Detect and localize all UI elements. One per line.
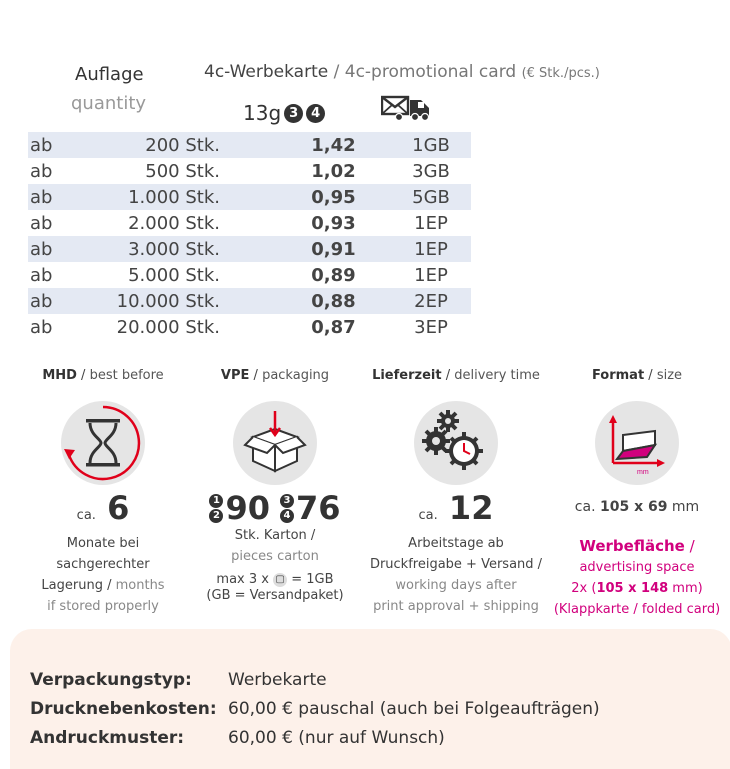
table-row: ab 2.000 Stk. 0,93 1EP <box>30 212 448 234</box>
vpe-title: VPE / packaging <box>220 368 330 383</box>
unit-label: (€ Stk./pcs.) <box>521 66 600 81</box>
table-row: ab 3.000 Stk. 0,91 1EP <box>28 236 471 262</box>
weight-label: 13g 3 4 <box>243 101 325 125</box>
format-title: Format / size <box>591 368 683 383</box>
table-row: ab 5.000 Stk. 0,89 1EP <box>30 264 448 286</box>
lieferzeit-title: Lieferzeit / delivery time <box>372 368 540 383</box>
weight-mark-3: 3 <box>284 104 303 123</box>
vpe-values: 1 2 90 3 4 76 <box>195 491 355 525</box>
mhd-section <box>28 368 178 617</box>
hourglass-icon <box>61 401 145 485</box>
list-item: Drucknebenkosten: 60,00 € pauschal (auch bei Folgeaufträgen) <box>30 699 600 719</box>
header-product: 4c-Werbekarte / 4c-promotional card (€ Stk./pcs.) <box>204 62 600 82</box>
format-adv: Werbefläche / advertising space 2x (105 x 148 mm) (Klappkarte / folded card) <box>553 537 721 617</box>
list-item: Andruckmuster: 60,00 € (nur auf Wunsch) <box>30 728 445 748</box>
weight-mark-4: 4 <box>306 104 325 123</box>
carton-box-icon <box>233 401 317 485</box>
format-section <box>553 368 721 620</box>
mhd-value: ca. 6 <box>76 489 130 527</box>
price-table <box>28 132 471 340</box>
table-row: ab 20.000 Stk. 0,87 3EP <box>30 316 448 338</box>
header-quantity-en: quantity <box>71 93 147 114</box>
header-quantity-de: Auflage <box>75 64 144 85</box>
mhd-title: MHD / best before <box>42 368 164 383</box>
format-value: ca. 105 x 69 mm <box>574 499 700 515</box>
table-row: ab 10.000 Stk. 0,88 2EP <box>28 288 471 314</box>
gears-clock-icon <box>414 401 498 485</box>
table-row: ab 500 Stk. 1,02 3GB <box>30 160 450 182</box>
table-row: ab 1.000 Stk. 0,95 5GB <box>28 184 471 210</box>
product-en: 4c-promotional card <box>344 62 517 82</box>
lieferzeit-desc: Arbeitstage ab Druckfreigabe + Versand / working days after print approval + shipping <box>369 536 543 614</box>
list-item: Verpackungstyp: Werbekarte <box>30 670 327 690</box>
format-size-icon <box>595 401 679 485</box>
vpe-desc: Stk. Karton / pieces carton max 3 x ▢ = 1GB (GB = Versandpaket) <box>206 528 344 603</box>
product-de: 4c-Werbekarte <box>204 62 329 82</box>
lieferzeit-value: ca. 12 <box>418 489 494 527</box>
lieferzeit-section <box>358 368 554 617</box>
mhd-desc: Monate bei sachgerechter Lagerung / months if stored properly <box>41 536 165 614</box>
package-icon: ▢ <box>273 573 287 587</box>
meta-list <box>30 666 600 753</box>
table-row: ab 200 Stk. 1,42 1GB <box>28 132 471 158</box>
vpe-section <box>195 368 355 603</box>
shipping-truck-icon <box>381 94 433 126</box>
format-icon-unit: mm <box>637 469 649 476</box>
